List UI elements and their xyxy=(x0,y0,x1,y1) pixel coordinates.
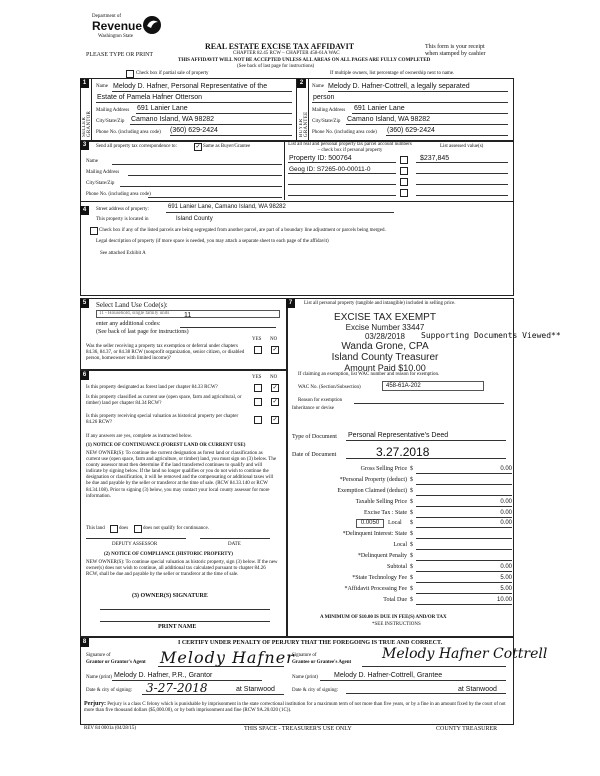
parcel-2-checkbox[interactable] xyxy=(400,167,408,175)
grantee-name-input[interactable]: Melody D. Hafner-Cottrell, Grantee xyxy=(334,672,443,679)
grantor-sig-label-2: Grantor or Grantor's Agent xyxy=(86,660,146,665)
tech-fee-label: *State Technology Fee xyxy=(352,575,407,581)
q1-no-label: NO xyxy=(270,337,278,342)
see-instructions-note: *SEE INSTRUCTIONS xyxy=(372,622,421,627)
exemption-label: Exemption Claimed (deduct) xyxy=(337,488,407,494)
parcel-4-checkbox[interactable] xyxy=(400,189,408,197)
street-input[interactable]: 691 Lanier Lane, Camano Island, WA 98282 xyxy=(168,204,286,210)
treasurer-space-label: THIS SPACE - TREASURER'S USE ONLY xyxy=(244,726,352,732)
local-value[interactable]: 0.00 xyxy=(500,520,512,526)
section-5-number: 5 xyxy=(80,299,89,308)
corr-city-label: City/State/Zip xyxy=(86,181,115,186)
corr-name-input[interactable] xyxy=(112,157,282,165)
dor-logo-line3: Washington State xyxy=(98,34,134,39)
q1-no-checkbox[interactable]: ✓ xyxy=(272,347,278,353)
seller-side-label: SELLER GRANTOR xyxy=(82,110,92,137)
grantor-name-input[interactable]: Melody D. Hafner, P.R., Grantor xyxy=(114,672,213,679)
claim-exemption-label: If claiming an exemption, list WAC number and reason for exemption. xyxy=(298,372,440,377)
doc-date-label: Date of Document xyxy=(292,452,337,458)
parcel-2-input[interactable]: Geog ID: S7265-00-00011-0 xyxy=(289,166,371,173)
street-label: Street address of property: xyxy=(96,207,149,212)
form-title: REAL ESTATE EXCISE TAX AFFIDAVIT xyxy=(205,42,355,51)
section-8-number: 8 xyxy=(80,638,89,647)
form-number: REV 84 0001a (04/28/15) xyxy=(84,726,136,731)
notice-2-body: NEW OWNER(S): To continue special valuation as historic property, sign (3) below. If the new owner(s) does not wish to continue, all additional tax calculated pursuant to chapter 84.26 RCW, shall be due and payable by the seller or transferor at the time of sale. xyxy=(86,560,278,578)
corr-address-input[interactable] xyxy=(128,168,282,176)
assessed-4-input[interactable] xyxy=(416,188,508,196)
corr-phone-label: Phone No. (including area code) xyxy=(86,192,151,197)
grantee-city-input[interactable]: at Stanwood xyxy=(458,686,497,693)
additional-codes-label: enter any additional codes: xyxy=(96,321,161,327)
grantor-name-label: Name (print) xyxy=(86,675,112,680)
additional-codes-input[interactable] xyxy=(180,320,276,328)
does-qualify-checkbox[interactable] xyxy=(110,525,118,533)
seller-address-label: Mailing Address xyxy=(96,108,130,113)
section-4-box xyxy=(80,201,514,296)
corr-city-input[interactable] xyxy=(120,179,282,187)
located-in-label: This property is located in xyxy=(96,217,149,222)
assessed-header: List assessed value(s) xyxy=(440,144,484,149)
parcel-4-input[interactable] xyxy=(288,188,396,196)
delinquent-penalty-label: *Delinquent Penalty xyxy=(357,553,407,559)
minimum-note: A MINIMUM OF $10.00 IS DUE IN FEE(S) AND/OR TAX xyxy=(320,615,447,620)
delinquent-state-label: *Delinquent Interest: State xyxy=(342,531,407,537)
seller-city-input[interactable]: Camano Island, WA 98282 xyxy=(131,116,215,123)
same-as-buyer-checkbox[interactable]: ✓ xyxy=(195,144,201,150)
multiple-owners-label: If multiple owners, list percentage of ownership next to name. xyxy=(330,71,455,76)
stamp-line-1: EXCISE TAX EXEMPT xyxy=(334,312,436,323)
q-forest-text: Is this property designated as forest land per chapter 84.33 RCW? xyxy=(86,385,218,390)
seller-name-label: Name xyxy=(96,84,108,89)
section-6-number: 6 xyxy=(80,371,89,380)
does-label: does xyxy=(119,526,129,531)
gross-label: Gross Selling Price xyxy=(360,466,407,472)
legal-desc-label: Legal description of property (if more space is needed, you may attach a separate sheet to each page of the affidavit) xyxy=(96,239,329,244)
total-due-value[interactable]: 10.00 xyxy=(496,597,512,603)
local-rate-input[interactable]: 0.0050 xyxy=(356,519,384,528)
gross-value[interactable]: 0.00 xyxy=(500,466,512,472)
current-yes-checkbox[interactable] xyxy=(254,398,262,406)
notice-1-title: (1) NOTICE OF CONTINUANCE (FOREST LAND OR CURRENT USE) xyxy=(86,443,246,448)
segregated-checkbox[interactable] xyxy=(90,227,98,235)
exemption-input[interactable] xyxy=(416,495,512,496)
seller-name-input-2[interactable]: Estate of Pamela Hafner Otterson xyxy=(97,94,203,101)
excise-state-value[interactable]: 0.00 xyxy=(500,510,512,516)
stamp-line-3: 03/28/2018 xyxy=(364,332,406,341)
grantor-signature[interactable]: Melody Hafner xyxy=(160,648,295,667)
excise-exempt-stamp xyxy=(310,312,460,373)
buyer-side-label: BUYER GRANTEE xyxy=(299,111,309,137)
q-yes-label: YES xyxy=(252,375,262,380)
buyer-city-label: City/State/Zip xyxy=(312,119,341,124)
dor-logo-line1: Department of xyxy=(92,14,122,19)
grantee-name-label: Name (print) xyxy=(292,675,318,680)
certify-statement: I CERTIFY UNDER PENALTY OF PERJURY THAT THE FOREGOING IS TRUE AND CORRECT. xyxy=(178,640,443,646)
reason-value: Inheritance or devise xyxy=(292,406,334,411)
tech-fee-value[interactable]: 5.00 xyxy=(500,575,512,581)
land-use-select[interactable]: 11 - Household, single family units xyxy=(96,310,280,318)
section-4-number: 4 xyxy=(80,206,89,215)
seller-name-input[interactable]: Melody D. Hafner, Personal Representative of the xyxy=(113,83,268,90)
grantee-signature[interactable]: Melody Hafner Cottrell xyxy=(382,646,548,662)
buyer-name-input-2[interactable]: person xyxy=(313,94,335,101)
personal-input[interactable] xyxy=(416,484,512,485)
see-back-line: (See back of last page for instructions) xyxy=(237,64,315,69)
seller-address-input[interactable]: 691 Lanier Lane xyxy=(137,105,188,112)
current-no-checkbox[interactable]: ✓ xyxy=(272,399,278,405)
dor-logo xyxy=(92,14,162,44)
grantor-date-label: Date & city of signing: xyxy=(86,688,133,693)
seller-phone-input[interactable]: (360) 629-2424 xyxy=(170,127,218,134)
buyer-name-label: Name xyxy=(312,84,324,89)
same-as-buyer-label: Same as Buyer/Grantee xyxy=(203,144,251,149)
personal-property-label: List all personal property (tangible and intangible) included in selling price. xyxy=(304,301,456,306)
reason-input[interactable] xyxy=(354,396,504,404)
buyer-name-input[interactable]: Melody D. Hafner-Cottrell, a legally separated xyxy=(328,83,470,90)
county-treasurer-label: COUNTY TREASURER xyxy=(436,726,498,732)
delinquent-local-label: Local xyxy=(393,542,407,548)
buyer-phone-input[interactable]: (360) 629-2424 xyxy=(387,127,435,134)
doc-date-input[interactable]: 3.27.2018 xyxy=(376,445,430,459)
does-not-label: does not qualify for continuance. xyxy=(143,526,209,531)
section-1-number: 1 xyxy=(80,79,89,88)
seller-phone-label: Phone No. (including area code) xyxy=(96,130,161,135)
corr-phone-input[interactable] xyxy=(148,190,282,198)
q-current-use-text: Is this property classified as current use (open space, farm and agricultural, or timber) land per chapter 84.34 RCW? xyxy=(86,395,242,406)
historic-yes-checkbox[interactable] xyxy=(254,416,262,424)
does-not-qualify-checkbox[interactable] xyxy=(134,525,142,533)
correspondence-label: Send all property tax correspondence to: xyxy=(96,144,177,149)
grantee-sig-label-2: Grantee or Grantee's Agent xyxy=(292,660,352,665)
assessed-3-input[interactable] xyxy=(416,177,508,185)
grantor-city-input[interactable]: at Stanwood xyxy=(236,686,275,693)
owner-signature-input[interactable] xyxy=(100,608,270,610)
owner-signature-title: (3) OWNER(S) SIGNATURE xyxy=(132,593,208,599)
buyer-address-input[interactable]: 691 Lanier Lane xyxy=(354,105,405,112)
section-3-number: 3 xyxy=(80,141,89,150)
historic-no-checkbox[interactable]: ✓ xyxy=(272,417,278,423)
doc-type-input[interactable]: Personal Representative's Deed xyxy=(348,432,449,439)
excise-state-label: Excise Tax : State xyxy=(364,510,407,516)
supporting-docs-stamp: Supporting Documents Viewed** xyxy=(421,331,561,340)
dor-logo-line2: Revenue xyxy=(92,19,143,33)
q1-yes-checkbox[interactable] xyxy=(254,346,262,354)
parcel-1-checkbox[interactable] xyxy=(400,156,408,164)
land-use-see-back: (See back of last page for instructions) xyxy=(96,329,189,335)
buyer-city-input[interactable]: Camano Island, WA 98282 xyxy=(347,116,431,123)
stamp-line-4: Wanda Grone, CPA xyxy=(341,341,429,352)
stamp-line-6: Amount Paid $10.00 xyxy=(344,363,426,373)
taxable-value[interactable]: 0.00 xyxy=(500,499,512,505)
dor-swirl-icon xyxy=(142,15,162,35)
stamp-line-2: Excise Number 33447 xyxy=(345,323,425,332)
doc-type-label: Type of Document xyxy=(292,434,337,440)
warning-line: THIS AFFIDAVIT WILL NOT BE ACCEPTED UNLESS ALL AREAS ON ALL PAGES ARE FULLY COMPLETED xyxy=(178,58,431,63)
wac-value: 458-61A-202 xyxy=(386,383,421,389)
section-7-number: 7 xyxy=(286,299,295,308)
seller-label-divider xyxy=(91,78,92,141)
grantee-date-label: Date & city of signing: xyxy=(292,688,339,693)
parcel-3-checkbox[interactable] xyxy=(400,178,408,186)
grantee-sig-label-1: Signature of xyxy=(292,653,317,658)
answers-instruction: If any answers are yes, complete as instructed below. xyxy=(86,434,193,439)
this-land-label: This land xyxy=(86,526,105,531)
deputy-assessor-date[interactable] xyxy=(200,537,270,539)
attached-exhibit: See attached Exhibit A xyxy=(100,251,146,256)
chapter-line: CHAPTER 82.45 RCW – CHAPTER 458-61A WAC xyxy=(233,51,340,56)
buyer-name-line-2 xyxy=(312,95,508,103)
buyer-phone-label: Phone No. (including area code) xyxy=(312,130,377,135)
notice-1-body: NEW OWNER(S): To continue the current designation as forest land or classification as current use (open space, farm and agriculture, or timber) land, you must sign on (3) below. The county assessor must then determine if the land transferred continues to qualify and will indicate by signing below. If the land no longer qualifies or you do not wish to continue the designation or classification, it will be removed and the compensating or additional taxes will be due and payable by the seller or transferor at the time of sale. (RCW 84.33.140 or RCW 84.34.108). Prior to signing (3) below, you may contact your local county assessor for more information. xyxy=(86,451,277,499)
subtotal-value[interactable]: 0.00 xyxy=(500,564,512,570)
owner-print-name-input[interactable] xyxy=(100,620,270,622)
partial-sale-label: Check box if partial sale of property xyxy=(136,71,209,76)
forest-no-checkbox[interactable]: ✓ xyxy=(272,385,278,391)
delinquent-penalty-input[interactable] xyxy=(416,560,512,561)
reason-label: Reason for exemption xyxy=(298,398,343,403)
local-label: Local xyxy=(388,520,402,526)
personal-label: *Personal Property (deduct) xyxy=(339,477,407,483)
perjury-notice xyxy=(84,701,508,714)
land-use-code: 11 xyxy=(184,312,192,319)
grantor-date-input[interactable]: 3-27-2018 xyxy=(146,681,208,695)
seller-city-label: City/State/Zip xyxy=(96,119,125,124)
q-no-label: NO xyxy=(270,375,278,380)
land-use-label: Select Land Use Code(s): xyxy=(96,301,168,309)
affidavit-fee-label: *Affidavit Processing Fee xyxy=(344,586,407,592)
wac-label: WAC No. (Section/Subsection) xyxy=(298,385,361,390)
total-due-label: Total Due xyxy=(383,597,407,603)
corr-address-label: Mailing Address xyxy=(86,170,120,175)
perjury-text: Perjury is a class C felony which is punishable by imprisonment in the state correctional institution for a maximum term of not more than five years, or by a fine in an amount fixed by the court of not more than five thousand dollars ($5,000.00), or by both imprisonment and fine (RCW 9A.20.020 (1C)). xyxy=(84,702,506,713)
q-historic-text: Is this property receiving special valuation as historical property per chapter 84.26 RCW? xyxy=(86,414,239,425)
county-value[interactable]: Island County xyxy=(176,216,213,222)
deputy-assessor-label: DEPUTY ASSESSOR xyxy=(112,542,158,547)
q1-yes-label: YES xyxy=(252,337,262,342)
subtotal-label: Subtotal xyxy=(386,564,407,570)
grantor-sig-label-1: Signature of xyxy=(86,653,111,658)
q1-text: Was the seller receiving a property tax exemption or deferral under chapters 84.36, 84.37, or 84.38 RCW (nonprofit organization, senior citizen, or disabled person, homeowner with limited income)? xyxy=(86,344,245,361)
parcel-divider xyxy=(284,140,285,200)
partial-sale-checkbox[interactable] xyxy=(126,70,134,78)
deputy-date-label: DATE xyxy=(228,542,241,547)
corr-name-label: Name xyxy=(86,159,98,164)
taxable-label: Taxable Selling Price xyxy=(355,499,407,505)
affidavit-fee-value[interactable]: 5.00 xyxy=(500,586,512,592)
delinquent-local-input[interactable] xyxy=(416,549,512,550)
assessed-1-input[interactable]: $237,845 xyxy=(420,155,450,162)
delinquent-state-input[interactable] xyxy=(416,538,512,539)
buyer-label-divider xyxy=(308,78,309,141)
notice-2-title: (2) NOTICE OF COMPLIANCE (HISTORIC PROPERTY) xyxy=(104,552,233,557)
deputy-assessor-signature[interactable] xyxy=(86,537,186,539)
parcel-3-input[interactable] xyxy=(288,177,396,185)
print-label: PLEASE TYPE OR PRINT xyxy=(86,52,154,58)
receipt-note: This form is your receipt xyxy=(425,44,485,50)
parcel-header: List all real and personal property tax parcel account numbers – check box if personal property xyxy=(288,142,412,153)
print-name-label: PRINT NAME xyxy=(158,624,197,630)
receipt-note-2: when stamped by cashier xyxy=(425,51,486,57)
forest-yes-checkbox[interactable] xyxy=(254,384,262,392)
segregated-label: Check box if any of the listed parcels are being segregated from another parcel, are part of a boundary line adjustment or parcels being merged. xyxy=(99,228,386,233)
parcel-1-input[interactable]: Property ID: 500764 xyxy=(289,155,352,162)
assessed-2-input[interactable] xyxy=(416,166,508,174)
section-2-number: 2 xyxy=(297,79,306,88)
buyer-address-label: Mailing Address xyxy=(312,108,346,113)
perjury-title: Perjury: xyxy=(84,701,106,707)
stamp-line-5: Island County Treasurer xyxy=(331,352,439,363)
